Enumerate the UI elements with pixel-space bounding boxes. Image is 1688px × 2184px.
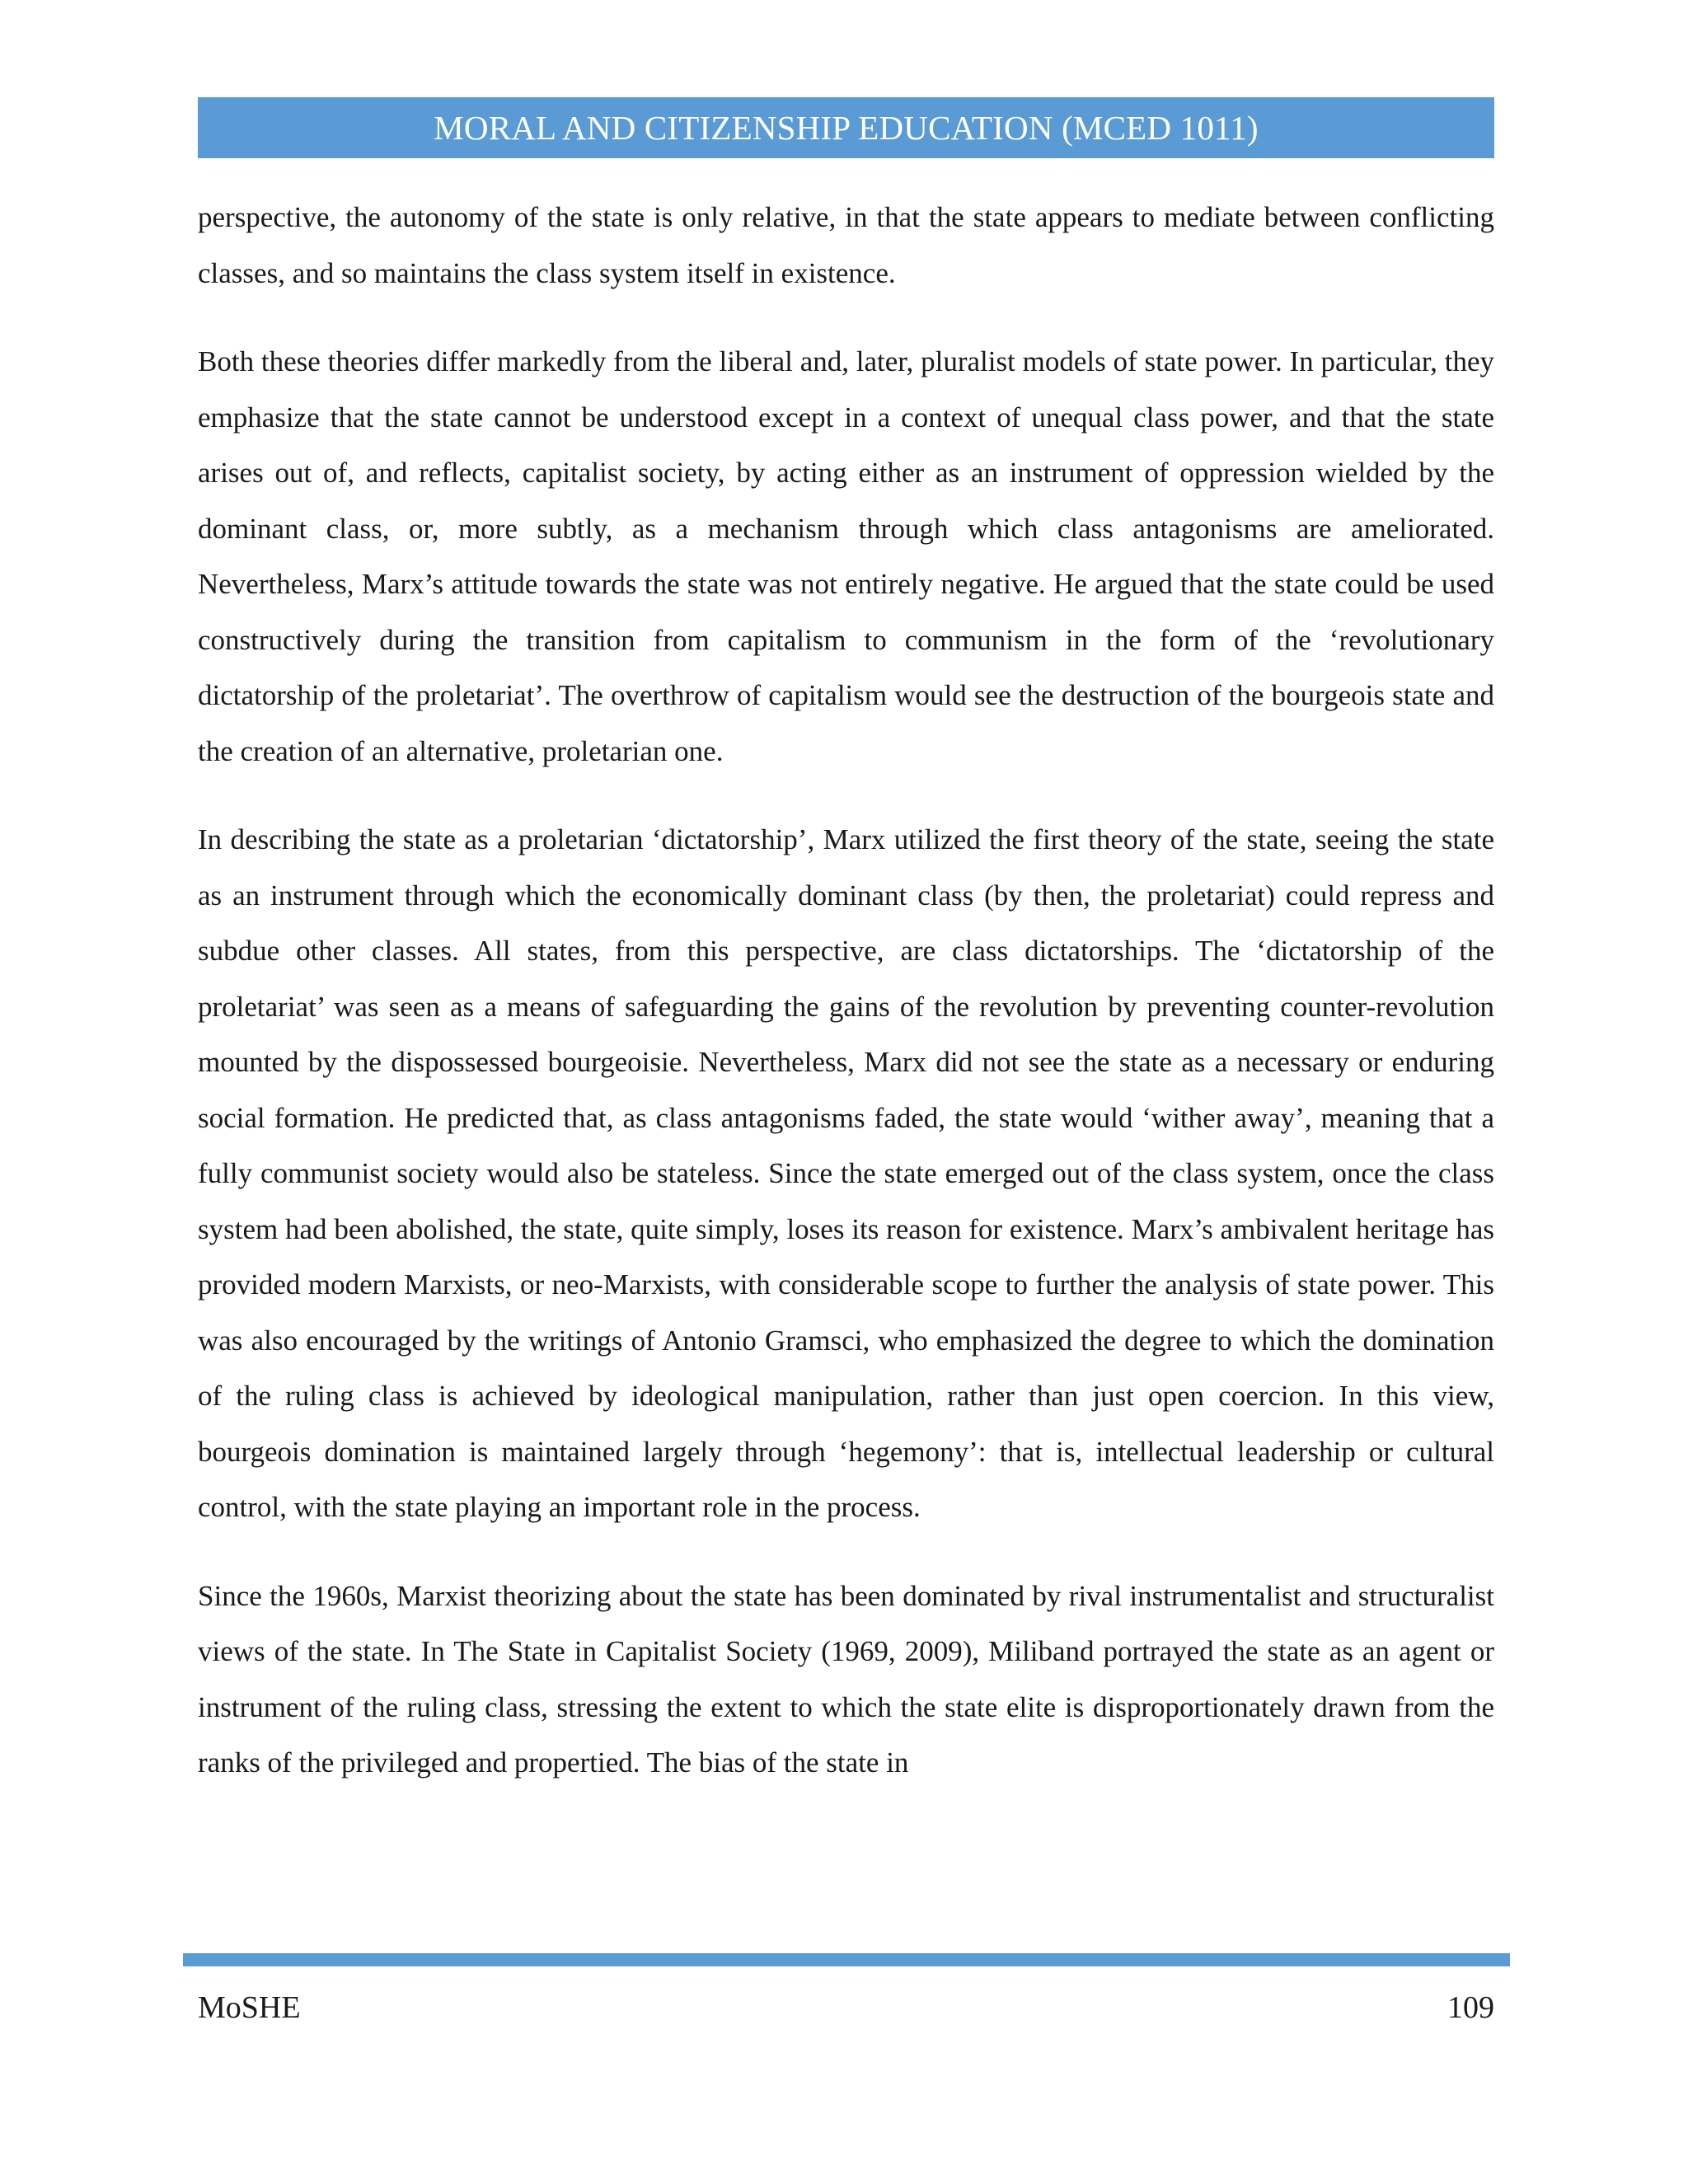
footer-divider bbox=[183, 1953, 1510, 1966]
paragraph: Since the 1960s, Marxist theorizing about the state has been dominated by rival instrumentalist and structuralist views of the state. In The State in Capitalist Society (1969, 2009), Miliband portrayed the state as an agent or instrument of the ruling class, stressing the extent to which the state elite is disproportionately drawn from the ranks of the privileged and propertied. The bias of the state in bbox=[198, 1579, 1494, 1779]
body-text bbox=[198, 190, 1494, 1791]
footer-publisher: MoSHE bbox=[198, 1990, 301, 2025]
paragraph: perspective, the autonomy of the state is only relative, in that the state appears to mediate between conflicting classes, and so maintains the class system itself in existence. bbox=[198, 201, 1494, 289]
header-title: MORAL AND CITIZENSHIP EDUCATION (MCED 1011) bbox=[434, 109, 1259, 147]
paragraph: Both these theories differ markedly from the liberal and, later, pluralist models of state power. In particular, they emphasize that the state cannot be understood except in a context of unequal class power, and that the state arises out of, and reflects, capitalist society, by acting either as an instrument of oppression wielded by the dominant class, or, more subtly, as a mechanism through which class antagonisms are ameliorated. Nevertheless, Marx’s attitude towards the state was not entirely negative. He argued that the state could be used constructively during the transition from capitalism to communism in the form of the ‘revolutionary dictatorship of the proletariat’. The overthrow of capitalism would see the destruction of the bourgeois state and the creation of an alternative, proletarian one. bbox=[198, 345, 1494, 767]
paragraph: In describing the state as a proletarian ‘dictatorship’, Marx utilized the first theory of the state, seeing the state as an instrument through which the economically dominant class (by then, the proletariat) could repress and subdue other classes. All states, from this perspective, are class dictatorships. The ‘dictatorship of the proletariat’ was seen as a means of safeguarding the gains of the revolution by preventing counter-revolution mounted by the dispossessed bourgeoisie. Nevertheless, Marx did not see the state as a necessary or enduring social formation. He predicted that, as class antagonisms faded, the state would ‘wither away’, meaning that a fully communist society would also be stateless. Since the state emerged out of the class system, once the class system had been abolished, the state, quite simply, loses its reason for existence. Marx’s ambivalent heritage has provided modern Marxists, or neo-Marxists, with considerable scope to further the analysis of state power. This was also encouraged by the writings of Antonio Gramsci, who emphasized the degree to which the domination of the ruling class is achieved by ideological manipulation, rather than just open coercion. In this view, bourgeois domination is maintained largely through ‘hegemony’: that is, intellectual leadership or cultural control, with the state playing an important role in the process. bbox=[198, 823, 1494, 1523]
header-banner bbox=[198, 97, 1494, 158]
page-number: 109 bbox=[1447, 1990, 1494, 2025]
